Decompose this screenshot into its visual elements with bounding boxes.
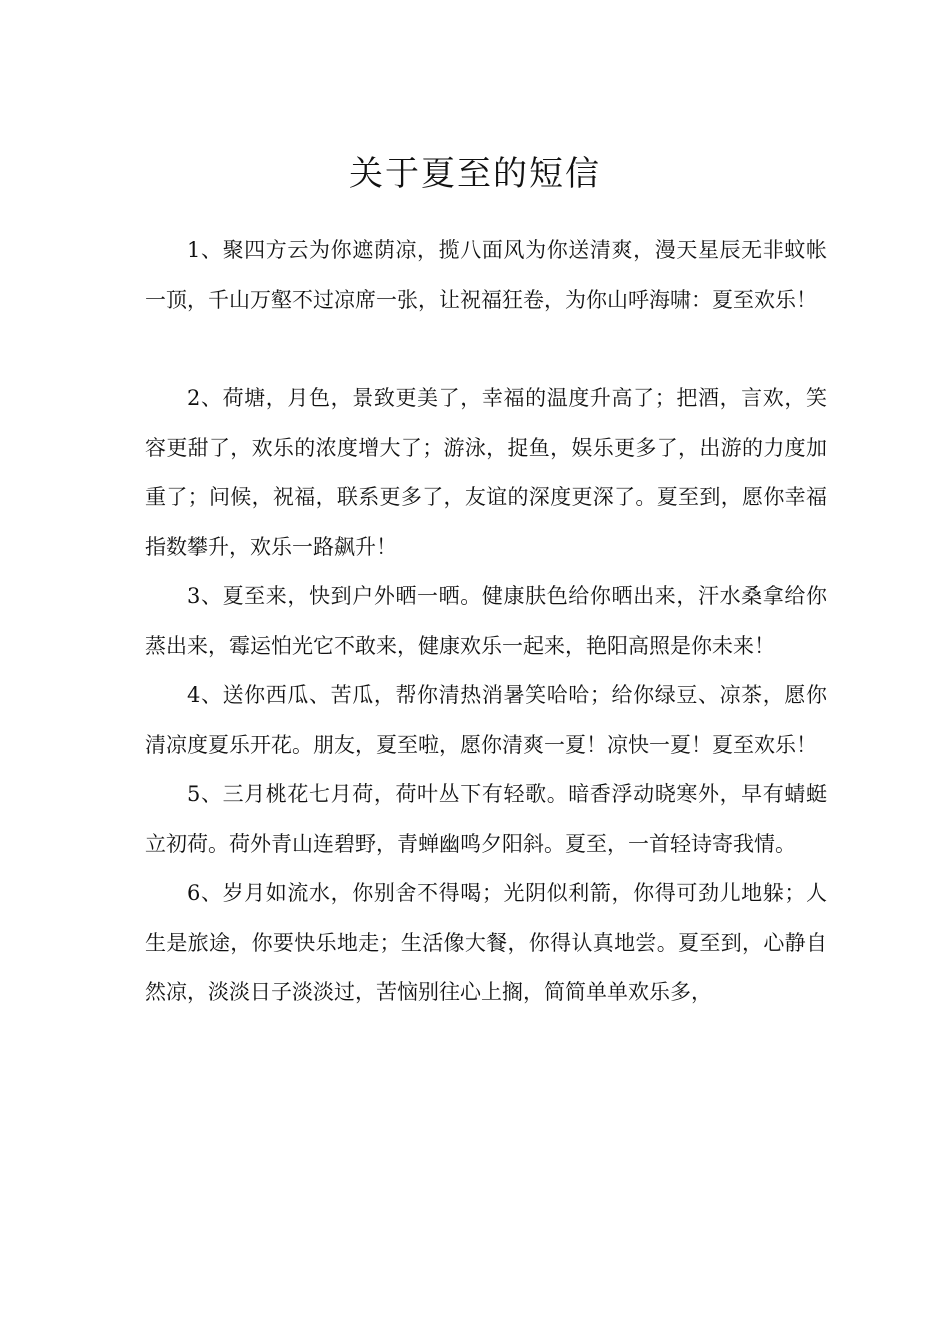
document-title: 关于夏至的短信 xyxy=(349,153,601,194)
paragraph-5: 5、三月桃花七月荷，荷叶丛下有轻歌。暗香浮动晓寒外，早有蜻蜓立初荷。荷外青山连碧野，青蝉幽鸣夕阳斜。夏至，一首轻诗寄我情。 xyxy=(145,782,827,856)
paragraph-6: 6、岁月如流水，你别舍不得喝；光阴似利箭，你得可劲儿地躲；人生是旅途，你要快乐地走；生活像大餐，你得认真地尝。夏至到，心静自然凉，淡淡日子淡淡过，苦恼别往心上搁，简简单单欢乐多， xyxy=(145,881,827,1004)
document-body xyxy=(145,226,827,1018)
paragraph-2: 2、荷塘，月色，景致更美了，幸福的温度升高了；把酒，言欢，笑容更甜了，欢乐的浓度增大了；游泳，捉鱼，娱乐更多了，出游的力度加重了；问候，祝福，联系更多了，友谊的深度更深了。夏至到，愿你幸福指数攀升，欢乐一路飙升！ xyxy=(145,386,827,559)
paragraph-1: 1、聚四方云为你遮荫凉，揽八面风为你送清爽，漫天星辰无非蚊帐一顶，千山万壑不过凉席一张，让祝福狂卷，为你山呼海啸：夏至欢乐！ xyxy=(145,238,827,312)
paragraph-4: 4、送你西瓜、苦瓜，帮你清热消暑笑哈哈；给你绿豆、凉茶，愿你清凉度夏乐开花。朋友，夏至啦，愿你清爽一夏！凉快一夏！夏至欢乐！ xyxy=(145,683,827,757)
paragraph-3: 3、夏至来，快到户外晒一晒。健康肤色给你晒出来，汗水桑拿给你蒸出来，霉运怕光它不敢来，健康欢乐一起来，艳阳高照是你未来！ xyxy=(145,584,827,658)
